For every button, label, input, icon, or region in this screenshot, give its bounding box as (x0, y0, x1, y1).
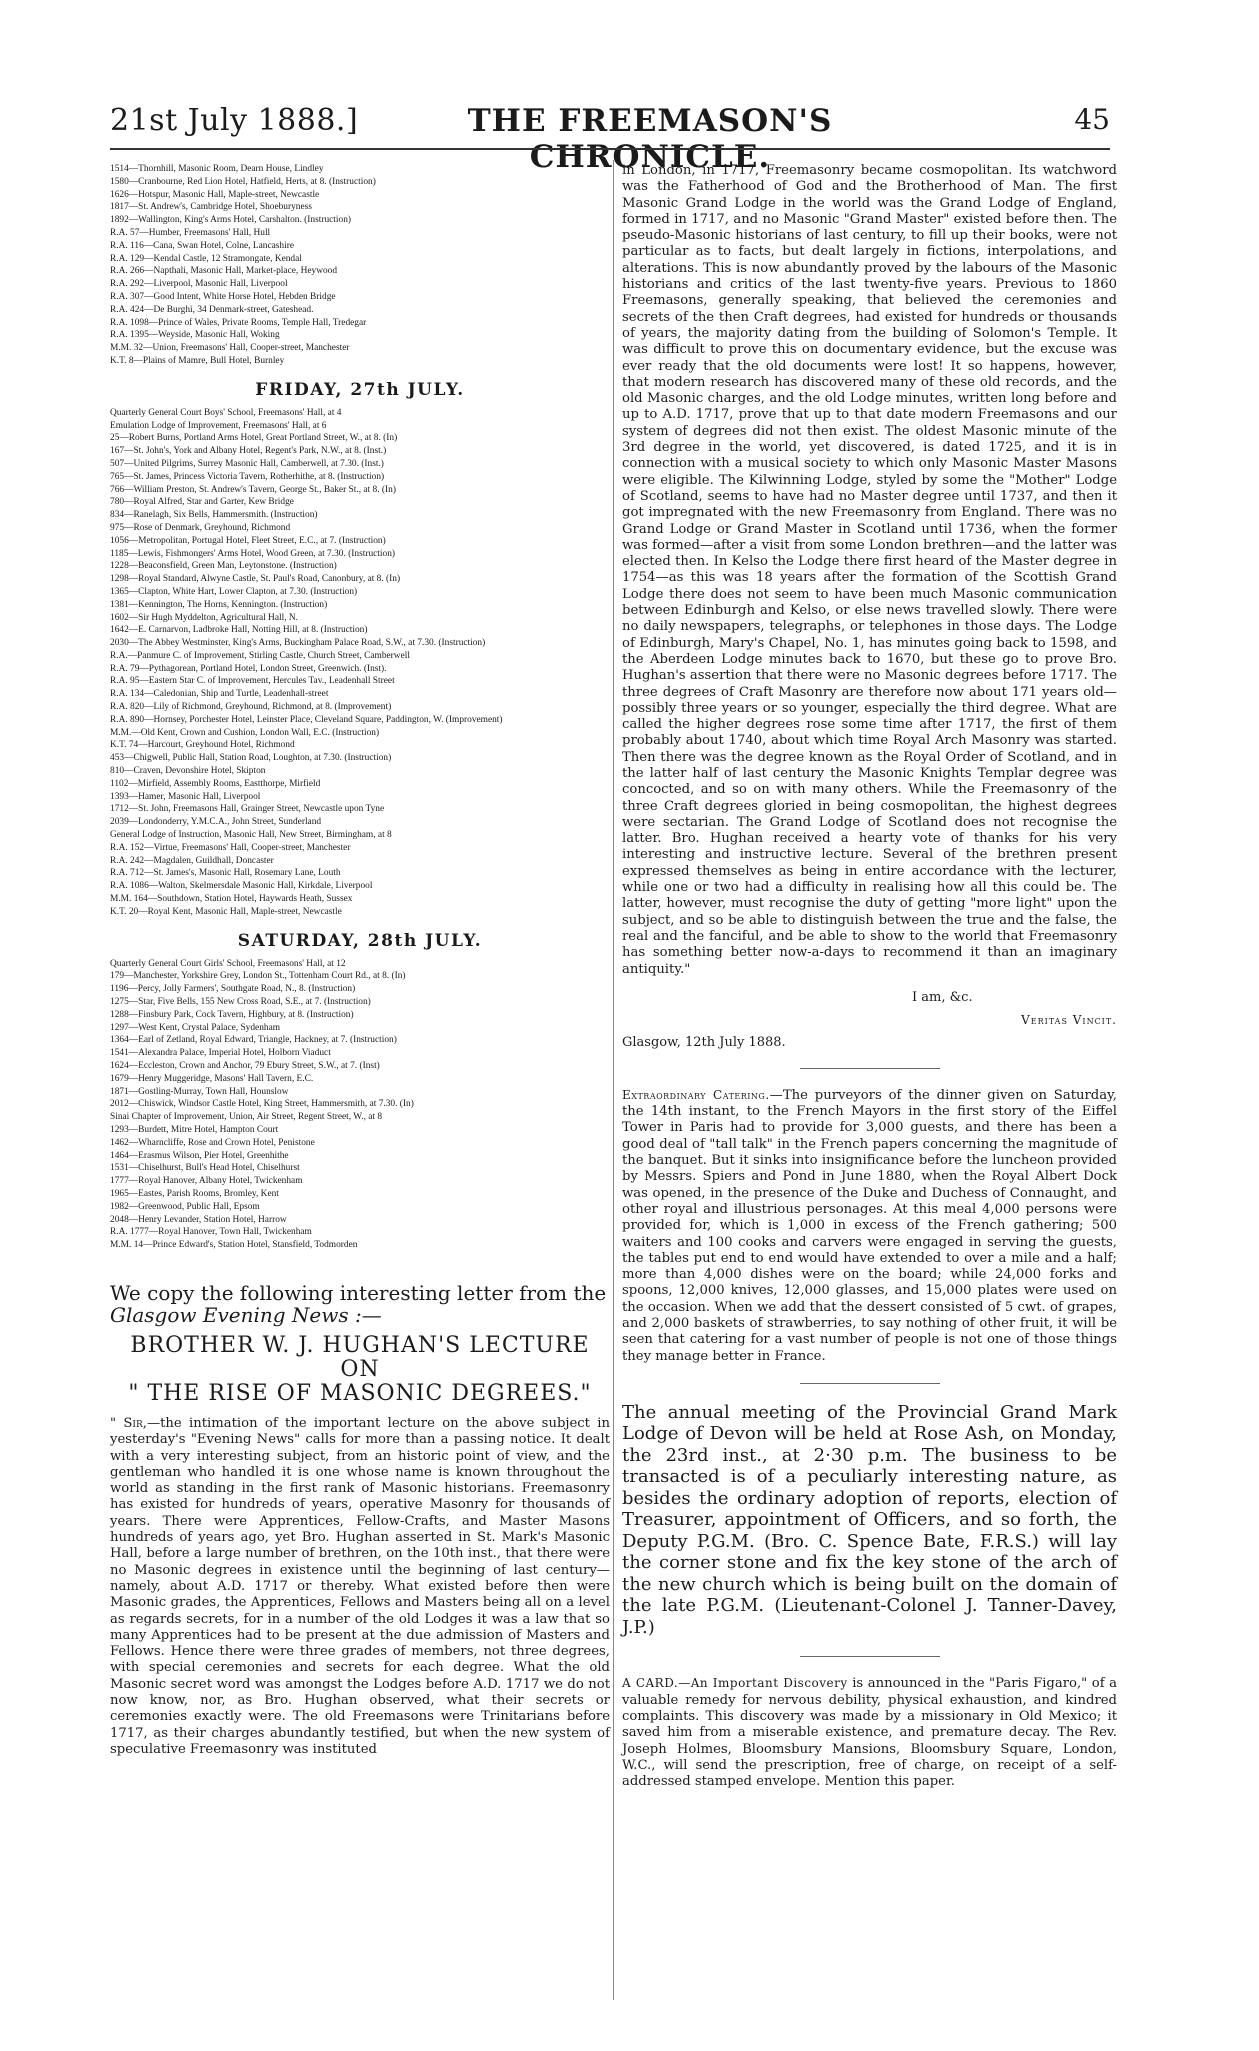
lodge-meeting-entry: 453—Chigwell, Public Hall, Station Road, Loughton, at 7.30. (Instruction) (110, 753, 392, 764)
lodge-meeting-entry: 1364—Earl of Zetland, Royal Edward, Triangle, Hackney, at 7. (Instruction) (110, 1035, 397, 1046)
lodge-meeting-entry: R.A. 1098—Prince of Wales, Private Rooms, Temple Hall, Tredegar (110, 317, 367, 328)
lodge-meeting-entry: M.M. 164—Southdown, Station Hotel, Haywards Heath, Sussex (110, 894, 353, 905)
lodge-meeting-entry: R.A. 79—Pythagorean, Portland Hotel, London Street, Greenwich. (Inst). (110, 663, 387, 674)
lodge-meeting-entry: 1626—Hotspur, Masonic Hall, Maple-street, Newcastle (110, 189, 320, 200)
lodge-meeting-entry: R.A. 266—Napthali, Masonic Hall, Market-place, Heywood (110, 266, 338, 277)
lodge-meeting-entry: 810—Craven, Devonshire Hotel, Skipton (110, 766, 266, 777)
section-separator (800, 1383, 940, 1384)
lodge-meeting-entry: 1393—Hamer, Masonic Hall, Liverpool (110, 791, 261, 802)
lodge-meeting-entry: 1298—Royal Standard, Alwyne Castle, St. Paul's Road, Canonbury, at 8. (In) (110, 574, 401, 585)
lodge-meeting-entry: M.M. 14—Prince Edward's, Station Hotel, Stansfield, Todmorden (110, 1240, 358, 1251)
lodge-meeting-entry: R.A. 1395—Weyside, Masonic Hall, Woking (110, 330, 280, 341)
lodge-meeting-entry: 766—William Preston, St. Andrew's Tavern, George St., Baker St., at 8. (In) (110, 484, 396, 495)
catering-article (622, 1087, 1117, 1365)
lodge-meeting-entry: Quarterly General Court Girls' School, Freemasons' Hall, at 12 (110, 958, 346, 969)
card-lead: A CARD.—An Important Discovery (622, 1676, 848, 1691)
mark-lodge-notice: The annual meeting of the Provincial Grand Mark Lodge of Devon will be held at Rose Ash, on Monday, the 23rd inst., at 2·30 p.m. The business to be transacted is of a peculiarly interesting nature, as besides the ordinary adoption of reports, election of Treasurer, appointment of Officers, and so forth, the Deputy P.G.M. (Bro. C. Spence Bate, F.R.S.) will lay the corner stone and fix the key stone of the arch of the new church which is being built on the domain of the late P.G.M. (Lieutenant-Colonel J. Tanner-Davey, J.P.) (622, 1401, 1117, 1638)
lodge-meeting-entry: R.A.—Panmure C. of Improvement, Stirling Castle, Church Street, Camberwell (110, 650, 410, 661)
lodge-meeting-entry: R.A. 712—St. James's, Masonic Hall, Rosemary Lane, Louth (110, 868, 341, 879)
lodge-meeting-entry: 507—United Pilgrims, Surrey Masonic Hall, Camberwell, at 7.30. (Inst.) (110, 458, 384, 469)
lodge-meeting-entry: R.A. 152—Virtue, Freemasons' Hall, Cooper-street, Manchester (110, 842, 351, 853)
lodge-meeting-entry: 2039—Londonderry, Y.M.C.A., John Street, Sunderland (110, 817, 322, 828)
lodge-meeting-entry: 1056—Metropolitan, Portugal Hotel, Fleet Street, E.C., at 7. (Instruction) (110, 535, 386, 546)
lodge-meeting-entry: 1196—Percy, Jolly Farmers', Southgate Road, N., 8. (Instruction) (110, 984, 356, 995)
lodge-meeting-entry: 1541—Alexandra Palace, Imperial Hotel, Holborn Viaduct (110, 1048, 331, 1059)
catering-body: —The purveyors of the dinner given on Saturday, the 14th instant, to the French Mayors in the first story of the Eiffel Tower in Paris had to provide for 3,000 guests, and there has been a good deal of "tall talk" in the French papers concerning the magnitude of the banquet. But it sinks into insignificance before the luncheon provided by Messrs. Spiers and Pond in June 1880, when the Royal Albert Dock was opened, in the presence of the Duke and Duchess of Connaught, and other royal and illustrious personages. At this meal 4,000 persons were provided for, which is 1,000 in excess of the French gathering; 500 waiters and 100 cooks and carvers were engaged in serving the guests, the tables put end to end would have extended to over a mile and a half; more than 4,000 dishes were on the board; while 24,000 forks and spoons, 12,000 knives, 12,000 glasses, and 15,000 plates were used on the occasion. When we add that the dessert consisted of 5 cwt. of grapes, and 2,000 baskets of strawberries, to say nothing of other fruit, it will be seen that catering for a vast number of people is not one of those things they manage better in France. (622, 1087, 1117, 1364)
lodge-meeting-entry: R.A. 890—Hornsey, Porchester Hotel, Leinster Place, Cleveland Square, Paddington, W. (Improvement) (110, 714, 503, 725)
section-separator (800, 1656, 940, 1657)
issue-date: 21st July 1888.] (110, 103, 359, 138)
masthead-title: THE FREEMASON'S CHRONICLE. (467, 103, 833, 175)
letter-signature: Veritas Vincit. (1021, 1012, 1117, 1027)
lodge-meeting-entry: 1965—Eastes, Parish Rooms, Bromley, Kent (110, 1188, 279, 1199)
lodge-meeting-entry: 1531—Chiselhurst, Bull's Head Hotel, Chiselhurst (110, 1163, 300, 1174)
lodge-meeting-entry: R.A. 820—Lily of Richmond, Greyhound, Richmond, at 8. (Improvement) (110, 702, 392, 713)
lodge-meeting-entry: General Lodge of Instruction, Masonic Hall, New Street, Birmingham, at 8 (110, 830, 392, 841)
lodge-meeting-entry: Emulation Lodge of Improvement, Freemasons' Hall, at 6 (110, 420, 327, 431)
lodge-meeting-entry: 834—Ranelagh, Six Bells, Hammersmith. (Instruction) (110, 510, 318, 521)
letter-signoff: I am, &c. (912, 989, 973, 1005)
lodge-meeting-entry: 1679—Henry Muggeridge, Masons' Hall Tavern, E.C. (110, 1073, 314, 1084)
lodge-meeting-entry: Quarterly General Court Boys' School, Freemasons' Hall, at 4 (110, 407, 342, 418)
friday-heading: FRIDAY, 27th JULY. (255, 379, 465, 400)
lodge-meeting-entry: 2012—Chiswick, Windsor Castle Hotel, King Street, Hammersmith, at 7.30. (In) (110, 1099, 414, 1110)
lodge-meeting-entry: 975—Rose of Denmark, Greyhound, Richmond (110, 522, 291, 533)
lodge-meeting-entry: 25—Robert Burns, Portland Arms Hotel, Great Portland Street, W., at 8. (In) (110, 433, 398, 444)
lodge-meeting-entry: M.M. 32—Union, Freemasons' Hall, Cooper-street, Manchester (110, 343, 350, 354)
lodge-meeting-entry: 1293—Burdett, Mitre Hotel, Hampton Court (110, 1124, 279, 1135)
lodge-meeting-entry: R.A. 129—Kendal Castle, 12 Stramongate, Kendal (110, 253, 302, 264)
lodge-meeting-entry: R.A. 292—Liverpool, Masonic Hall, Liverpool (110, 279, 288, 290)
lodge-meeting-entry: K.T. 8—Plains of Mamre, Bull Hotel, Burnley (110, 355, 285, 366)
friday-lodge-list (110, 407, 610, 919)
lodge-meeting-entry: 1381—Kennington, The Horns, Kennington. (Instruction) (110, 599, 328, 610)
lodge-meeting-entry: R.A. 134—Caledonian, Ship and Turtle, Leadenhall-street (110, 689, 329, 700)
lodge-meeting-entry: 1464—Erasmus Wilson, Pier Hotel, Greenhithe (110, 1150, 289, 1161)
card-advert (622, 1675, 1117, 1790)
lodge-meeting-entry: 1102—Mirfield, Assembly Rooms, Eastthorpe, Mirfield (110, 778, 321, 789)
lodge-meeting-entry: 2048—Henry Levander, Station Hotel, Harrow (110, 1214, 287, 1225)
lecture-letter-left (110, 1416, 610, 1758)
lodge-meeting-entry: 1365—Clapton, White Hart, Lower Clapton, at 7.30. (Instruction) (110, 586, 358, 597)
lodge-meeting-entry: K.T. 20—Royal Kent, Masonic Hall, Maple-street, Newcastle (110, 906, 342, 917)
lodge-meeting-entry: 1777—Royal Hanover, Albany Hotel, Twickenham (110, 1176, 303, 1187)
lecture-intro-source: Glasgow Evening News :— (110, 1302, 382, 1327)
lodge-meeting-entry: 1892—Wallington, King's Arms Hotel, Carshalton. (Instruction) (110, 215, 352, 226)
lodge-meeting-entry: 1185—Lewis, Fishmongers' Arms Hotel, Wood Green, at 7.30. (Instruction) (110, 548, 396, 559)
letter-dateline: Glasgow, 12th July 1888. (622, 1034, 786, 1050)
lecture-heading-line2: " THE RISE OF MASONIC DEGREES." (128, 1380, 592, 1406)
lodge-meeting-entry: 1462—Wharncliffe, Rose and Crown Hotel, Penistone (110, 1137, 315, 1148)
lodge-meeting-entry: R.A. 1086—Walton, Skelmersdale Masonic Hall, Kirkdale, Liverpool (110, 881, 373, 892)
page-number: 45 (1074, 103, 1110, 136)
lodge-meeting-entry: R.A. 57—Humber, Freemasons' Hall, Hull (110, 227, 271, 238)
lodge-meeting-entry: 179—Manchester, Yorkshire Grey, London St., Tottenham Court Rd., at 8. (In) (110, 971, 406, 982)
lodge-meeting-entry: R.A. 95—Eastern Star C. of Improvement, Hercules Tav., Leadenhall Street (110, 676, 395, 687)
left-column (110, 163, 610, 1758)
lodge-meeting-entry: R.A. 307—Good Intent, White Horse Hotel, Hebden Bridge (110, 291, 336, 302)
lodge-meeting-entry: 1514—Thornhill, Masonic Room, Dearn House, Lindley (110, 164, 324, 174)
letter-body-left: —the intimation of the important lecture on the above subject in yesterday's "Evening News" calls for more than a passing notice. It dealt with a very interesting subject, from an historic point of view, and the gentleman who handled it is one whose name is known throughout the world as standing in the first rank of Masonic historians. Freemasonry has existed for hundreds of years, operative Masonry for thousands of years. There were Apprentices, Fellow-Crafts, and Master Masons hundreds of years ago, yet Bro. Hughan asserted in St. Mark's Masonic Hall, before a large number of brethren, on the 10th inst., that there were no Masonic degrees in existence until the beginning of last century—namely, about A.D. 1717 or thereby. What existed before then were Masonic grades, the Apprentices, Fellows and Masters being all on a level as regards secrets, for in a number of the old Lodges it was a law that so many Apprentices had to be present at the due admission of Masters and Fellows. Hence there were three grades of members, not three degrees, with special ceremonies and secrets for each degree. What the old Masonic secret word was amongst the Lodges before A.D. 1717 we do not now know, nor, as Bro. Hughan observed, what their secrets or ceremonies exactly were. The old Freemasons were Trinitarians before 1717, as their charges abundantly testified, but when the new system of speculative Freemasonry was instituted (110, 1415, 610, 1757)
lodge-meeting-entry: 1982—Greenwood, Public Hall, Epsom (110, 1201, 260, 1212)
lodge-meeting-entry: R.A. 1777—Royal Hanover, Town Hall, Twickenham (110, 1227, 312, 1238)
lodge-meeting-entry: 1297—West Kent, Crystal Palace, Sydenham (110, 1022, 281, 1033)
saturday-heading: SATURDAY, 28th JULY. (237, 930, 483, 951)
lodge-meeting-entry: 167—St. John's, York and Albany Hotel, Regent's Park, N.W., at 8. (Inst.) (110, 446, 387, 457)
lodge-meeting-entry: 1228—Beaconsfield, Green Man, Leytonstone. (Instruction) (110, 561, 337, 572)
lodge-meeting-entry: 1288—Finsbury Park, Cock Tavern, Highbury, at 8. (Instruction) (110, 1009, 354, 1020)
lecture-heading-line1: BROTHER W. J. HUGHAN'S LECTURE ON (130, 1332, 590, 1382)
lodge-meeting-entry: R.A. 242—Magdalen, Guildhall, Doncaster (110, 855, 274, 866)
right-column (622, 163, 1117, 1790)
lodge-meeting-entry: 1602—Sir Hugh Myddelton, Agricultural Hall, N. (110, 612, 299, 623)
thursday-lodge-list (110, 163, 610, 368)
lodge-meeting-entry: 2030—The Abbey Westminster, King's Arms, Buckingham Palace Road, S.W., at 7.30. (Instruction) (110, 638, 486, 649)
lodge-meeting-entry: 1817—St. Andrew's, Cambridge Hotel, Shoeburyness (110, 202, 312, 213)
letter-body-right: in London, in 1717, Freemasonry became cosmopolitan. Its watchword was the Fatherhood of God and the Brotherhood of Man. The first Masonic Grand Lodge in the world was the Grand Lodge of England, formed in 1717, and no Masonic "Grand Master" existed before then. The pseudo-Masonic historians of last century, to fill up their books, were not particular as to facts, but dealt largely in fictions, interpolations, and alterations. This is now abundantly proved by the labours of the Masonic historians and critics of the last twenty-five years. Previous to 1860 Freemasons, generally speaking, that believed the ceremonies and secrets of the then Craft degrees, had existed for hundreds or thousands of years, the majority dating from the building of Solomon's Temple. It was difficult to prove this on documentary evidence, but the excuse was ever ready that the old documents were lost! It so happens, however, that modern research has discovered many of these old records, and the old Masonic charges, and the old Lodge minutes, written long before and up to A.D. 1717, prove that up to that date modern Freemasons and our system of degrees did not then exist. The oldest Masonic minute of the 3rd degree in the world, yet discovered, is dated 1725, and it is in connection with a musical society to which only Masonic Master Masons were eligible. The Kilwinning Lodge, styled by some the "Mother" Lodge of Scotland, seems to have had no Master degree until 1737, and then it got impregnated with the new Freemasonry from England. There was no Grand Lodge or Grand Master in Scotland until 1736, when the former was formed—after a visit from some London brethren—and the latter was elected then. In Kelso the Lodge there first heard of the Master degree in 1754—as this was 18 years after the formation of the Scottish Grand Lodge there does not seem to have been much Masonic communication between Edinburgh and Kelso, or else news travelled slowly. There were no daily newspapers, telegraphs, or telephones in those days. The Lodge of Edinburgh, Mary's Chapel, No. 1, has minutes going back to 1598, and the Aberdeen Lodge minutes back to 1670, but these go to prove Bro. Hughan's assertion that there were no Masonic degrees before 1717. The three degrees of Craft Masonry are therefore now about 171 years old—possibly three years or so younger, especially the third degree. What are called the higher degrees rose some time after 1717, the first of them probably about 1740, about which time Royal Arch Masonry was started. Then there was the degree known as the Royal Order of Scotland, and in the latter half of last century the Masonic Knights Templar degree was concocted, and so on with many others. While the Freemasonry of the three Craft degrees gloried in being cosmopolitan, the highest degrees were sectarian. The Grand Lodge of Scotland does not recognise the latter. Bro. Hughan received a hearty vote of thanks for his very interesting and instructive lecture. Several of the brethren present expressed themselves as being in entire accordance with the lecturer, while one or two had a difficulty in realising how all this could be. The latter, however, must recognise the duty of getting "more light" upon the subject, and so be able to distinguish between the true and the false, the real and the fanciful, and be able to show to the world that Freemasonry has something better now-a-days to recommend it than an imaginary antiquity." (622, 163, 1117, 977)
lecture-intro-text: We copy the following interesting letter from the (110, 1280, 607, 1305)
lodge-meeting-entry: 1275—Star, Five Bells, 155 New Cross Road, S.E., at 7. (Instruction) (110, 997, 371, 1008)
lodge-meeting-entry: 1580—Cranbourne, Red Lion Hotel, Hatfield, Herts, at 8. (Instruction) (110, 176, 376, 187)
lodge-meeting-entry: 1871—Gostling-Murray, Town Hall, Hounslow (110, 1086, 289, 1097)
lodge-meeting-entry: Sinai Chapter of Improvement, Union, Air Street, Regent Street, W., at 8 (110, 1112, 383, 1123)
lodge-meeting-entry: R.A. 424—De Burghi, 34 Denmark-street, Gateshead. (110, 304, 314, 315)
lecture-heading (110, 1334, 610, 1406)
saturday-lodge-list (110, 958, 610, 1252)
lodge-meeting-entry: 780—Royal Alfred, Star and Garter, Kew Bridge (110, 497, 294, 508)
letter-salutation: " Sir, (110, 1415, 147, 1431)
catering-lead: Extraordinary Catering. (622, 1087, 770, 1102)
card-body: is announced in the "Paris Figaro," of a valuable remedy for nervous debility, physical exhaustion, and kindred complaints. This discovery was made by a missionary in Old Mexico; it saved him from a miserable existence, and premature decay. The Rev. Joseph Holmes, Bloomsbury Mansions, Bloomsbury Square, London, W.C., will send the prescription, free of charge, on receipt of a self-addressed stamped envelope. Mention this paper. (622, 1676, 1117, 1790)
lodge-meeting-entry: 1624—Eccleston, Crown and Anchor, 79 Ebury Street, S.W., at 7. (Inst) (110, 1061, 380, 1071)
header-rule (110, 148, 1110, 150)
section-separator (800, 1068, 940, 1069)
lodge-meeting-entry: R.A. 116—Cana, Swan Hotel, Colne, Lancashire (110, 240, 294, 251)
lodge-meeting-entry: 765—St. James, Princess Victoria Tavern, Rotherhithe, at 8. (Instruction) (110, 471, 385, 482)
lodge-meeting-entry: K.T. 74—Harcourt, Greyhound Hotel, Richmond (110, 740, 295, 751)
lodge-meeting-entry: 1642—E. Carnarvon, Ladbroke Hall, Notting Hill, at 8. (Instruction) (110, 625, 368, 636)
lecture-intro (110, 1282, 610, 1326)
lodge-meeting-entry: M.M.—Old Kent, Crown and Cushion, London Wall, E.C. (Instruction) (110, 727, 380, 738)
lodge-meeting-entry: 1712—St. John, Freemasons Hall, Grainger Street, Newcastle upon Tyne (110, 804, 385, 815)
column-divider (613, 160, 614, 2000)
